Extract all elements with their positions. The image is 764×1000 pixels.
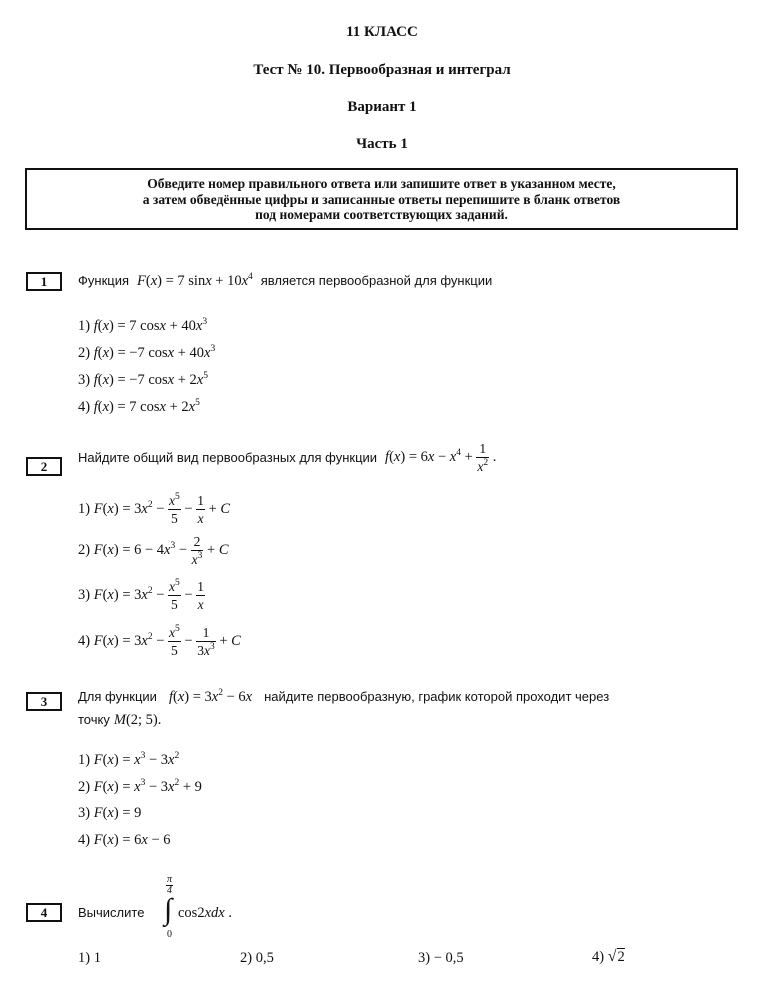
task-3-text-before: Для функции: [78, 689, 157, 704]
task-3-text-line2: точку: [78, 712, 110, 727]
task-3-number: 3: [26, 692, 62, 711]
task-2-option-3[interactable]: 3) $F(x) = 3x^2$ − $\frac{x^5}{5}$ − $\frac{1}{x}$: [78, 578, 204, 612]
task-3-option-4[interactable]: 4) F(x) = 6x − 6: [78, 832, 171, 848]
instructions-line-1: Обведите номер правильного ответа или запишите ответ в указанном месте,: [147, 176, 616, 191]
task-1-text-before: Функция: [78, 273, 129, 288]
task-1-option-2[interactable]: 2) f(x) = −7 $\cos x + 40x^3$: [78, 344, 216, 361]
task-4-option-4[interactable]: 4) √2: [592, 948, 625, 965]
task-2-text: Найдите общий вид первообразных для функции: [78, 450, 378, 465]
task-2-formula: $f(x) = 6x - x^4$ + $\frac{1}{x^2}$ .: [385, 441, 497, 474]
grade-heading: 11 КЛАСС: [346, 24, 418, 40]
task-3-point: M(2; 5).: [113, 712, 162, 728]
task-3-option-2[interactable]: 2) $F(x) = x^3 - 3x^2 + 9$: [78, 778, 202, 795]
task-1-option-3[interactable]: 3) f(x) = −7 $\cos x + 2x^5$: [78, 371, 208, 388]
task-3-option-3[interactable]: 3) F(x) = 9: [78, 805, 142, 821]
task-2-number: 2: [26, 457, 62, 476]
instructions-line-2: а затем обведённые цифры и записанные ответы перепишите в бланк ответов: [142, 191, 621, 207]
task-4-integral: [158, 873, 258, 943]
task-2-statement: [78, 442, 496, 473]
integral-lower-limit: 0: [167, 929, 172, 940]
task-1-text-after: является первообразной для функции: [260, 273, 493, 288]
test-title: Тест № 10. Первообразная и интеграл: [253, 62, 511, 78]
task-4-option-2[interactable]: 2) 0,5: [240, 950, 274, 966]
task-1-formula: F(x) = 7 $\sin x + 10x^4$: [137, 272, 253, 289]
task-4-option-3[interactable]: 3) − 0,5: [418, 950, 464, 966]
integral-sign: ∫: [164, 893, 173, 926]
task-4-option-1[interactable]: 1) 1: [78, 950, 101, 966]
variant-heading: Вариант 1: [347, 99, 417, 115]
task-4-text: Вычислите: [78, 905, 145, 920]
part-heading: Часть 1: [356, 136, 408, 152]
task-4-number: 4: [26, 903, 62, 922]
task-3-statement-line-2: [78, 711, 161, 729]
instructions-box: [25, 168, 738, 230]
task-1-statement: [78, 272, 492, 290]
task-1-option-1[interactable]: 1) f(x) = 7 $\cos x + 40x^3$: [78, 317, 208, 334]
task-3-option-1[interactable]: 1) $F(x) = x^3 - 3x^2$: [78, 751, 180, 768]
task-2-option-4[interactable]: 4) $F(x) = 3x^2$ − $\frac{x^5}{5}$ − $\frac{1}{3x^3}$ + C: [78, 624, 241, 658]
task-2-option-2[interactable]: 2) $F(x) = 6 - 4x^3$ − $\frac{2}{x^3}$ + C: [78, 534, 229, 567]
task-3-formula: $f(x) = 3x^2 - 6x$: [168, 688, 253, 705]
task-2-option-1[interactable]: 1) $F(x) = 3x^2$ − $\frac{x^5}{5}$ − $\frac{1}{x}$ + C: [78, 492, 231, 526]
integrand: cos2xdx .: [178, 905, 232, 921]
integral-upper-limit: π 4: [167, 874, 173, 896]
task-3-statement: [78, 688, 738, 706]
task-3-text-after: найдите первообразную, график которой проходит через: [264, 689, 610, 704]
instructions-line-3: под номерами соответствующих заданий.: [255, 207, 508, 222]
task-1-option-4[interactable]: 4) f(x) = 7 $\cos x + 2x^5$: [78, 398, 200, 415]
task-1-number: 1: [26, 272, 62, 291]
